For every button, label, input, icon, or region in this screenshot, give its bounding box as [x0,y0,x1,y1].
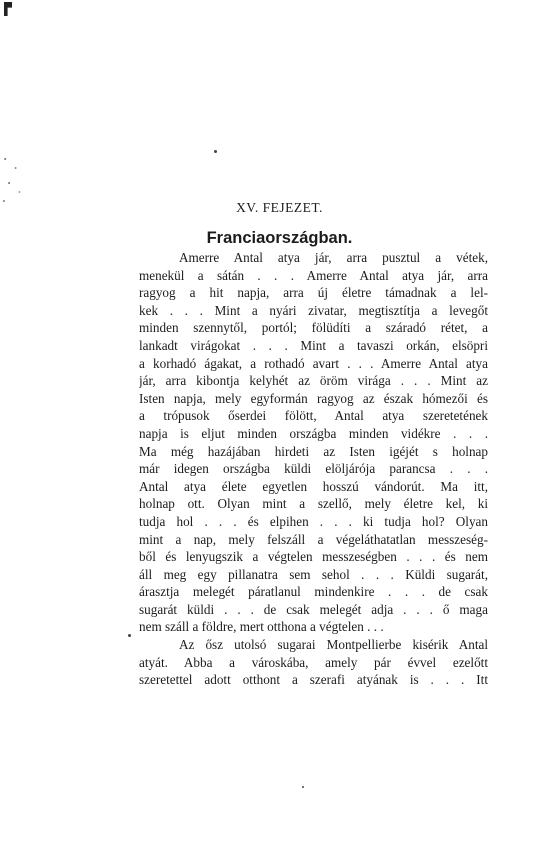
text-line: tudja hol . . . és elpihen . . . ki tudja hol? Olyan [139,513,488,529]
text-line: Antal atya élete egyetlen hosszú vándorút. Ma itt, [139,478,488,494]
chapter-body [139,249,488,689]
text-line: szeretettel adott otthont a szerafi atyának is . . . Itt [139,672,488,688]
text-line: Az ősz utolsó sugarai Montpellierbe kisérik Antal [179,637,488,653]
text-line: sugarát küldi . . . de csak melegét adja . . . ő maga [139,601,488,617]
paragraph-2 [139,636,488,689]
text-line: jár, arra kibontja kelyhét az öröm virága . . . Mint az [139,373,488,389]
paragraph-1 [139,249,488,636]
text-line: nem száll a földre, mert otthona a végtelen . . . [139,619,384,635]
text-line: minden szennytől, portól; fölüdíti a száradó rétet, a [139,320,488,336]
text-line: lankadt virágokat . . . Mint a tavaszi orkán, elsöpri [139,337,488,353]
text-line: a trópusok őserdei fölött, Antal atya szeretetének [139,408,488,424]
text-line: menekül a sátán . . . Amerre Antal atya jár, arra [139,267,488,283]
text-line: Amerre Antal atya jár, arra pusztul a vétek, [179,250,488,265]
text-line: atyát. Abba a városkába, amely pár évvel ezelőtt [139,654,488,670]
scan-speck [302,786,304,788]
chapter-title: Franciaországban. [206,229,353,247]
scan-speck [128,634,131,637]
scan-speck [214,150,217,153]
chapter-number: XV. FEJEZET. [236,200,323,215]
text-line: már idegen országba küldi elöljárója parancsa . . . [139,461,488,477]
text-line: ragyog a hit napja, arra új életre támadnak a lel- [139,285,488,301]
scan-corner-mark [4,2,12,16]
text-line: ből és lenyugszik a végtelen messzeségben . . . és nem [139,549,488,565]
text-line: a korhadó ágakat, a rothadó avart . . . Amerre Antal atya [139,355,488,371]
text-line: kek . . . Mint a nyári zivatar, megtisztítja a levegőt [139,302,488,318]
text-line: áll meg egy pillanatra sem sehol . . . Küldi sugarát, [139,566,488,582]
text-line: árasztja melegét páratlanul mindenkire . . . de csak [139,584,488,600]
text-line: Isten napja, mely egyformán ragyog az észak hómezői és [139,390,488,406]
text-line: holnap ott. Olyan mint a szellő, mely életre kel, ki [139,496,488,512]
text-line: mint a nap, mely felszáll a végeláthatatlan messzeség- [139,531,488,547]
text-line: napja is eljut minden országba minden vidékre . . . [139,425,488,441]
text-line: Ma még hazájában hirdeti az Isten igéjét s holnap [139,443,488,459]
